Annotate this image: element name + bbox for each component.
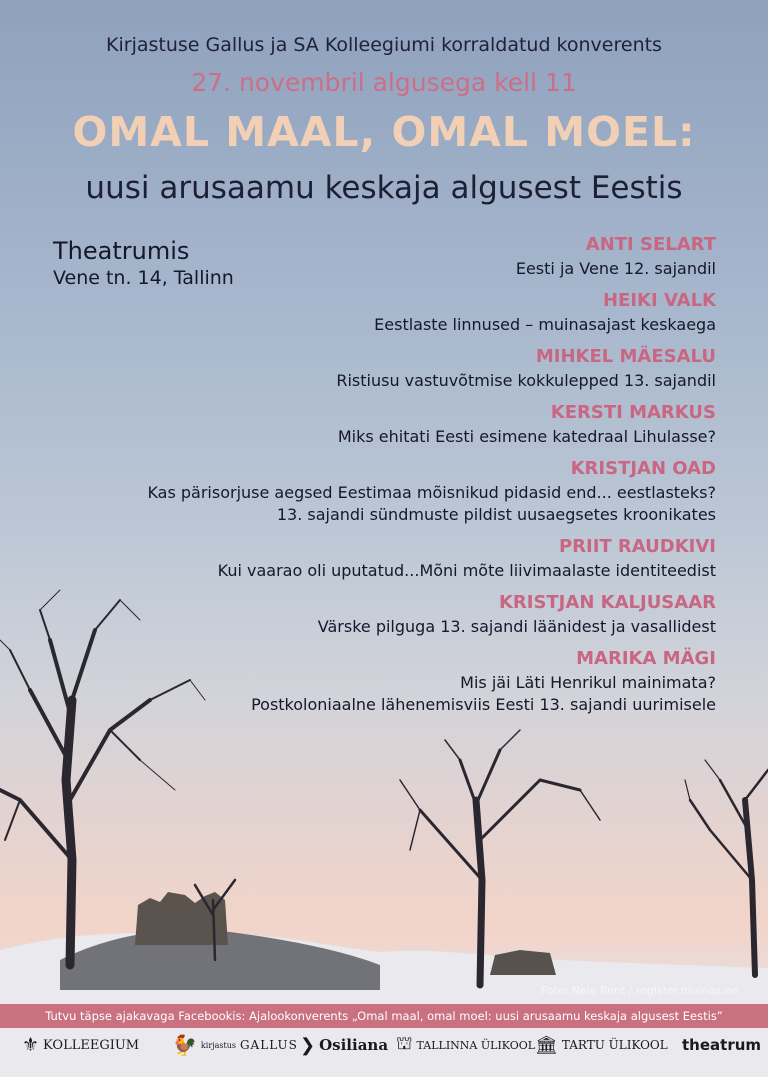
talk-item bbox=[16, 400, 716, 448]
speaker-name: MIHKEL MÄESALU bbox=[535, 346, 716, 367]
speaker-name: MARIKA MÄGI bbox=[576, 648, 716, 669]
talk-topic: 13. sajandi sündmuste pildist uusaegsetes kroonikates bbox=[276, 505, 716, 524]
tree-right bbox=[685, 760, 768, 975]
talk-topic: Eesti ja Vene 12. sajandil bbox=[515, 259, 716, 278]
tallinn-label: TALLINNA ÜLIKOOL bbox=[416, 1038, 536, 1052]
talk-topic: Värske pilguga 13. sajandi läänidest ja vasallidest bbox=[317, 617, 716, 636]
speaker-name: ANTI SELART bbox=[585, 234, 716, 255]
ruin-wall bbox=[490, 950, 556, 975]
talk-item bbox=[16, 646, 716, 716]
speaker-name: KRISTJAN OAD bbox=[570, 458, 716, 479]
talk-item bbox=[16, 232, 716, 280]
facebook-banner bbox=[0, 1004, 768, 1028]
venue-name: Theatrumis bbox=[53, 237, 190, 265]
poster-title: OMAL MAAL, OMAL MOEL: bbox=[72, 108, 696, 156]
osiliana-logo bbox=[300, 1030, 388, 1060]
speaker-name: KERSTI MARKUS bbox=[550, 402, 716, 423]
talk-item bbox=[16, 534, 716, 582]
talk-item bbox=[16, 590, 716, 638]
fleur-de-lis-icon: ⚜ bbox=[22, 1034, 40, 1056]
chevron-icon: ❯ bbox=[300, 1034, 316, 1056]
photo-credit: Foto: Nele Rent / register.muinas.ee bbox=[540, 984, 738, 997]
speaker-name: KRISTJAN KALJUSAAR bbox=[498, 592, 716, 613]
talk-topic: Kas pärisorjuse aegsed Eestimaa mõisnikud pidasid end... eestlasteks? bbox=[147, 483, 716, 502]
tartu-label: TARTU ÜLIKOOL bbox=[561, 1038, 668, 1052]
talk-topic: Ristiusu vastuvõtmise kokkulepped 13. sajandil bbox=[336, 371, 716, 390]
talk-topic: Postkoloniaalne lähenemisviis Eesti 13. sajandi uurimisele bbox=[251, 695, 716, 714]
talk-item bbox=[16, 288, 716, 336]
arch-icon: ⛫ bbox=[396, 1033, 413, 1054]
talk-list bbox=[16, 232, 716, 724]
talk-item bbox=[16, 456, 716, 526]
sponsor-logos bbox=[0, 1030, 768, 1060]
gallus-small-label: kirjastus bbox=[200, 1040, 236, 1050]
talk-topic: Kui vaarao oli uputatud...Mõni mõte liivimaalaste identiteedist bbox=[217, 561, 716, 580]
gallus-label: GALLUS bbox=[239, 1038, 298, 1052]
organizer-line: Kirjastuse Gallus ja SA Kolleegiumi korraldatud konverents bbox=[106, 34, 662, 56]
talk-item bbox=[16, 344, 716, 392]
venue-address: Vene tn. 14, Tallinn bbox=[53, 267, 234, 289]
talk-topic: Miks ehitati Eesti esimene katedraal Lihulasse? bbox=[337, 427, 716, 446]
building-icon: 🏛 bbox=[535, 1034, 558, 1056]
gallus-logo bbox=[172, 1030, 298, 1060]
tallinn-university-logo bbox=[396, 1030, 535, 1060]
poster-subtitle: uusi arusaamu keskaja algusest Eestis bbox=[85, 170, 683, 206]
rooster-icon: 🐓 bbox=[172, 1033, 197, 1057]
kolleegium-logo bbox=[22, 1030, 139, 1060]
speaker-name: HEIKI VALK bbox=[602, 290, 716, 311]
talk-topic: Mis jäi Läti Henrikul mainimata? bbox=[460, 673, 716, 692]
speaker-name: PRIIT RAUDKIVI bbox=[558, 536, 716, 557]
talk-topic: Eestlaste linnused – muinasajast keskaega bbox=[374, 315, 716, 334]
date-line: 27. novembril algusega kell 11 bbox=[191, 68, 577, 97]
tartu-university-logo bbox=[535, 1030, 668, 1060]
kolleegium-label: KOLLEEGIUM bbox=[43, 1037, 140, 1053]
facebook-note: Tutvu täpse ajakavaga Facebookis: Ajalookonverents „Omal maal, omal moel: uusi arusaamu keskaja algusest Eestis” bbox=[45, 1009, 723, 1023]
tree-middle bbox=[400, 730, 600, 985]
osiliana-label: Osiliana bbox=[319, 1036, 389, 1054]
theatrum-label: theatrum bbox=[682, 1036, 762, 1054]
theatrum-logo bbox=[682, 1030, 761, 1060]
